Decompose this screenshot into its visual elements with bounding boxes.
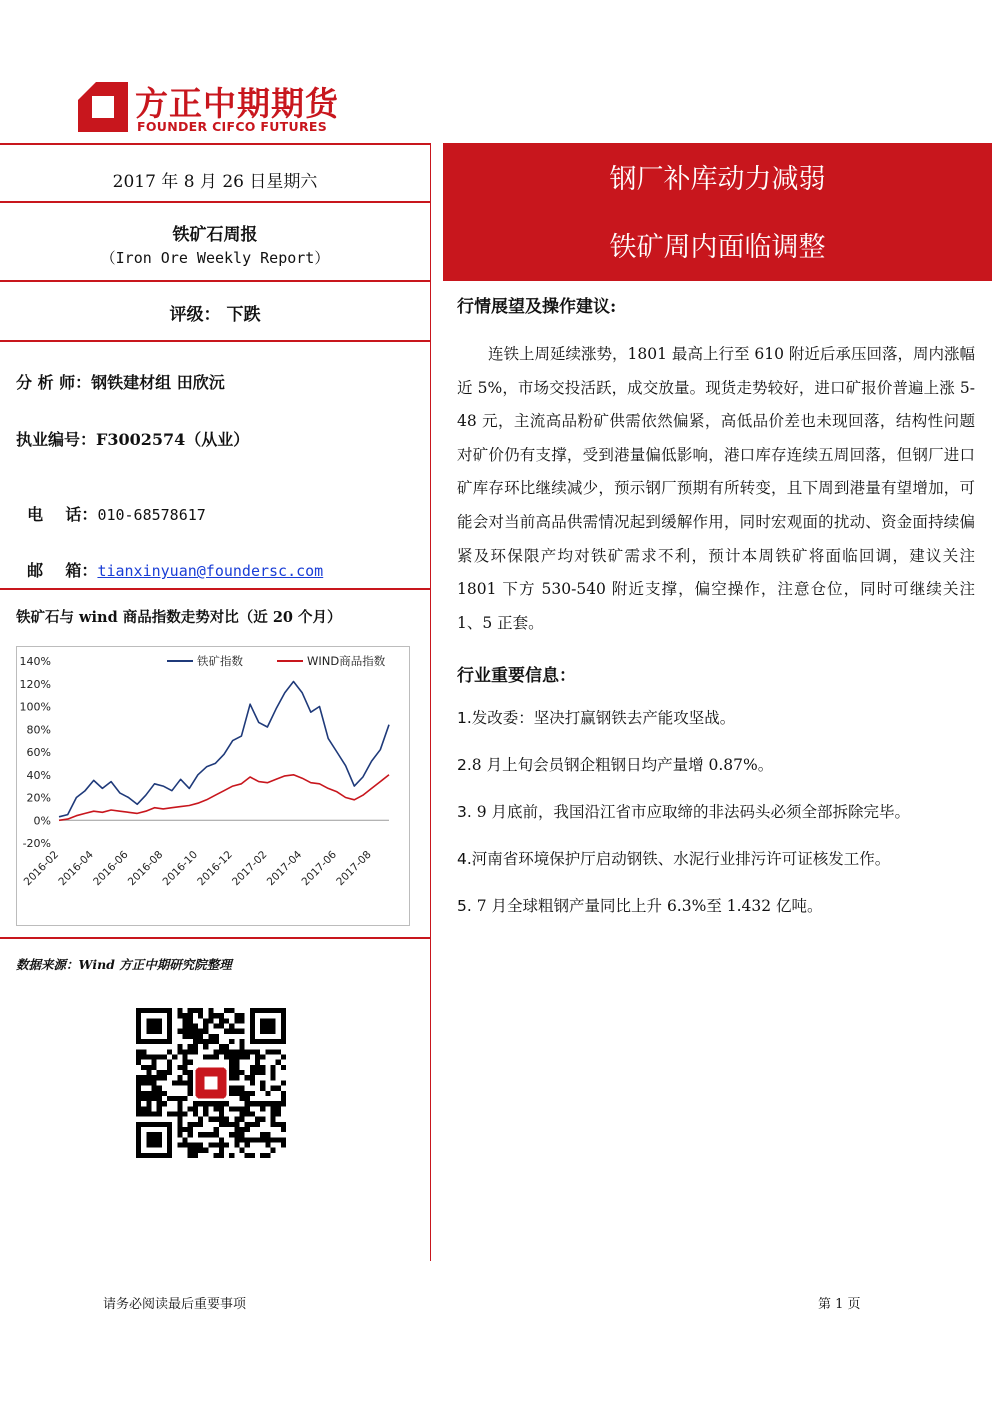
report-subtitle: （Iron Ore Weekly Report） — [100, 249, 330, 267]
analyst-row — [16, 370, 225, 393]
news-item: 3. 9 月底前，我国沿江省市应取缔的非法码头必须全部拆除完毕。 — [457, 803, 911, 821]
y-tick-label: 0% — [33, 814, 51, 828]
analyst-value: 钢铁建材组 田欣沅 — [91, 373, 225, 392]
x-tick-label: 2016-02 — [21, 848, 62, 889]
divider — [0, 143, 430, 145]
y-tick-label: 40% — [26, 768, 51, 782]
email-label: 邮 箱： — [27, 561, 98, 580]
phone-row — [16, 483, 206, 525]
x-tick-label: 2017-08 — [334, 848, 374, 889]
headline-line-1: 钢厂补库动力减弱 — [609, 164, 826, 195]
chart-frame — [16, 646, 410, 926]
license-row — [16, 427, 249, 450]
divider — [0, 340, 430, 342]
x-tick-label: 2016-12 — [195, 848, 235, 889]
qr-code — [136, 1008, 286, 1158]
x-tick-label: 2016-06 — [91, 848, 131, 889]
footer-disclaimer: 请务必阅读最后重要事项 — [103, 1297, 247, 1312]
x-tick-label: 2016-10 — [160, 848, 201, 889]
report-title: 铁矿石周报 — [172, 225, 258, 245]
y-tick-label: 140% — [19, 655, 51, 668]
series-line — [59, 682, 389, 817]
brand-name-cn: 方正中期期货 — [135, 84, 339, 123]
legend-label: WIND商品指数 — [307, 654, 386, 668]
data-source: 数据来源：Wind 方正中期研究院整理 — [16, 957, 232, 972]
outlook-heading: 行情展望及操作建议: — [457, 297, 617, 317]
column-divider — [430, 143, 431, 1261]
license-value: F3002574（从业） — [96, 430, 250, 449]
founder-logo-mark — [78, 82, 128, 132]
divider — [0, 937, 430, 939]
rating: 评级： 下跌 — [169, 305, 261, 325]
x-tick-label: 2016-04 — [56, 848, 96, 889]
divider — [0, 280, 430, 282]
chart-title: 铁矿石与 wind 商品指数走势对比（近 20 个月） — [16, 609, 342, 626]
x-tick-label: 2017-04 — [264, 848, 305, 889]
license-label: 执业编号： — [16, 430, 97, 449]
series-line — [59, 775, 389, 821]
phone-value: 010-68578617 — [97, 506, 206, 524]
brand-name-en: FOUNDER CIFCO FUTURES — [137, 119, 328, 134]
news-item: 1.发改委：坚决打赢钢铁去产能攻坚战。 — [457, 709, 736, 727]
y-tick-label: 60% — [26, 746, 51, 759]
headline-line-2: 铁矿周内面临调整 — [609, 232, 826, 263]
report-date: 2017 年 8 月 26 日星期六 — [112, 172, 318, 192]
y-tick-label: -20% — [22, 837, 51, 850]
email-row — [16, 539, 323, 581]
qr-center-logo-mark — [204, 1076, 217, 1089]
page-number: 第 1 页 — [818, 1297, 861, 1312]
x-tick-label: 2016-08 — [125, 848, 166, 889]
x-tick-label: 2017-06 — [299, 848, 340, 889]
divider — [0, 588, 430, 590]
y-tick-label: 20% — [26, 791, 51, 805]
analyst-label: 分 析 师： — [16, 373, 92, 392]
legend-label: 铁矿指数 — [197, 654, 243, 668]
y-tick-label: 100% — [19, 700, 51, 714]
news-item: 4.河南省环境保护厅启动钢铁、水泥行业排污许可证核发工作。 — [457, 850, 891, 868]
phone-label: 电 话： — [27, 505, 98, 524]
news-heading: 行业重要信息： — [457, 666, 576, 686]
outlook-paragraph: 连铁上周延续涨势，1801 最高上行至 610 附近后承压回落，周内涨幅近 5%，市场交投活跃，成交放量。现货走势较好，进口矿报价普遍上涨 5-48 元，主流高品粉矿供需依然偏紧，高低品价差也未现回落，结构性问题对矿价仍有支撑，受到港量偏低影响，港口库存连续五周回落，但钢厂进口矿库存环比继续减少，预示钢厂预期有所转变，且下周到港量有望增加，可能会对当前高品供需情况起到缓解作用，同时宏观面的扰动、资金面持续偏紧及环保限产均对铁矿需求不利，预计本周铁矿将面临回调，建议关注 1801 下方 530-540 附近支撑，偏空操作，注意仓位，同时可继续关注 1、5 正套。 — [457, 345, 975, 632]
email-link[interactable]: tianxinyuan@foundersc.com — [97, 562, 324, 580]
divider — [0, 201, 430, 203]
y-tick-label: 80% — [26, 723, 51, 737]
news-item: 5. 7 月全球粗钢产量同比上升 6.3%至 1.432 亿吨。 — [457, 897, 823, 915]
y-tick-label: 120% — [19, 677, 51, 691]
x-tick-label: 2017-02 — [230, 848, 270, 889]
news-item: 2.8 月上旬会员钢企粗钢日均产量增 0.87%。 — [457, 756, 774, 774]
line-chart — [17, 647, 409, 925]
